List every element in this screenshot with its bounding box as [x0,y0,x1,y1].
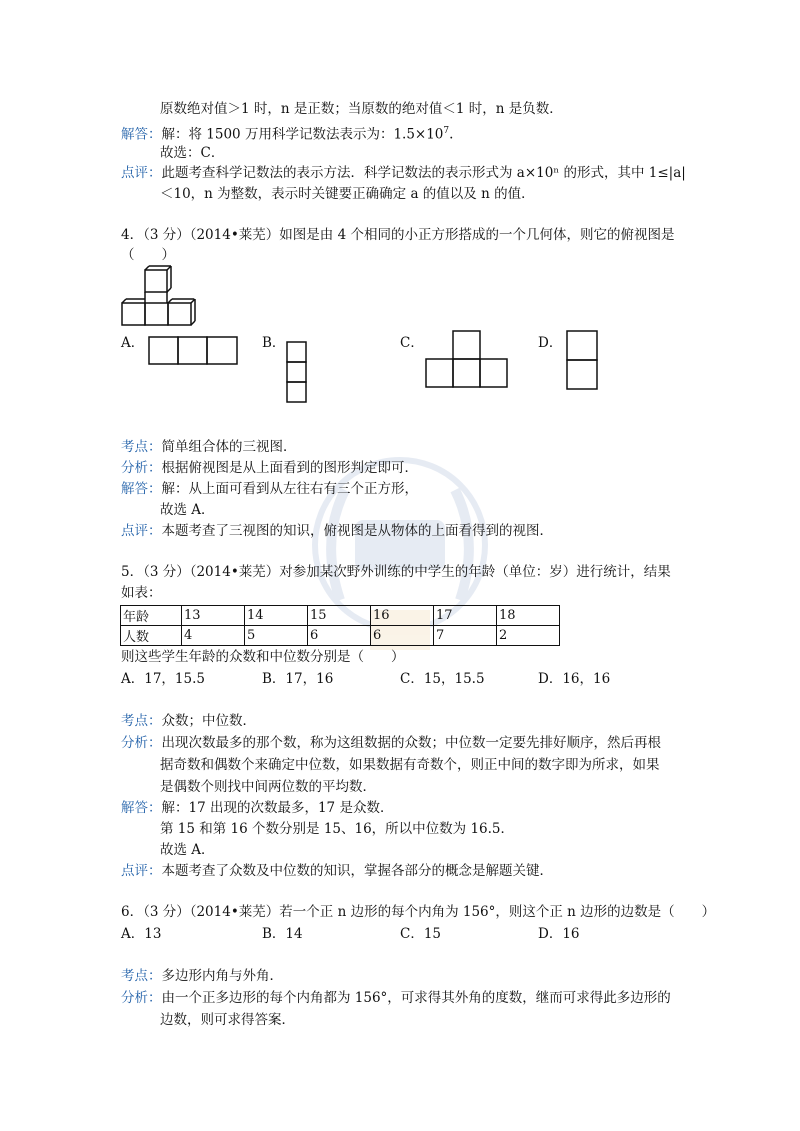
q4-option-b-figure [286,341,308,405]
q6-stem: 6．（3 分）（2014•莱芜）若一个正 n 边形的每个内角为 156°，则这个正 n 边形的边数是（ ） [121,904,716,920]
q5-age-table [120,605,560,646]
table-cell: 人数 [121,626,182,646]
q3-answer-choice: 故选：C． [160,145,225,161]
q4-jieda-cont: 故选 A． [160,502,215,518]
q3-review: 点评：此题考查科学记数法的表示方法．科学记数法的表示形式为 a×10ⁿ 的形式，其中 1≤|a| [121,165,686,181]
q6-kaodian: 考点：多边形内角与外角． [121,968,283,984]
q4-jieda: 解答：解：从上面可看到从左往右有三个正方形， [121,481,418,497]
q5-jieda-cont2: 故选 A． [160,842,215,858]
table-cell: 15 [308,606,371,626]
q5-question: 则这些学生年龄的众数和中位数分别是（ ） [121,649,405,665]
q5-option-c: C．15，15.5 [400,671,485,687]
q3-answer: 解答：解：将 1500 万用科学记数法表示为：$1.5\times 10^7$. [121,126,454,143]
q6-option-d: D．16 [538,926,580,942]
q5-jieda-cont1: 第 15 和第 16 个数分别是 15、16，所以中位数为 16.5． [160,821,515,837]
q5-option-b: B．17，16 [262,671,334,687]
q5-kaodian: 考点：众数；中位数． [121,713,256,729]
q4-option-b-label: B． [262,335,286,351]
q6-option-a: A．13 [121,926,162,942]
q6-fenxi-cont: 边数，则可求得答案． [160,1012,295,1028]
q5-stem: 5．（3 分）（2014•莱芜）对参加某次野外训练的中学生的年龄（单位：岁）进行统计，结果 [121,564,671,580]
q5-jieda: 解答：解：17 出现的次数最多，17 是众数． [121,800,394,816]
q4-option-d-label: D． [538,335,563,351]
q5-stem-cont: 如表： [121,585,162,601]
q4-option-c-label: C． [400,335,424,351]
table-cell: 5 [245,626,308,646]
table-cell: 13 [182,606,245,626]
q6-option-b: B．14 [262,926,303,942]
q4-dianping: 点评：本题考查了三视图的知识，俯视图是从物体的上面看得到的视图． [121,523,553,539]
q3-analysis-line: 原数绝对值＞1 时，n 是正数；当原数的绝对值＜1 时，n 是负数． [160,101,563,117]
table-cell: 6 [308,626,371,646]
table-cell: 17 [434,606,497,626]
table-row [121,626,560,646]
q6-fenxi: 分析：由一个正多边形的每个内角都为 156°，可求得其外角的度数，继而可求得此多边形的 [121,990,671,1006]
q4-solid-figure [118,266,218,330]
q4-option-c-figure [425,330,510,390]
q4-fenxi: 分析：根据俯视图是从上面看到的图形判定即可． [121,460,418,476]
q4-option-d-figure [566,330,600,392]
q5-fenxi: 分析：出现次数最多的那个数，称为这组数据的众数；中位数一定要先排好顺序，然后再根 [121,735,661,751]
q5-option-a: A．17，15.5 [121,671,205,687]
q4-option-a-figure [148,336,240,366]
q4-stem-cont: （ ） [121,247,175,263]
table-cell: 7 [434,626,497,646]
table-cell: 2 [497,626,560,646]
table-cell: 6 [371,626,434,646]
q4-kaodian: 考点：简单组合体的三视图． [121,439,297,455]
q4-stem: 4．（3 分）（2014•莱芜）如图是由 4 个相同的小正方形搭成的一个几何体，则它的俯视图是 [121,227,675,243]
table-row [121,606,560,626]
table-cell: 16 [371,606,434,626]
q4-option-a-label: A． [121,335,145,351]
q5-fenxi-cont2: 是偶数个则找中间两位数的平均数． [160,779,376,795]
q5-fenxi-cont1: 据奇数和偶数个来确定中位数，如果数据有奇数个，则正中间的数字即为所求，如果 [160,757,660,773]
q5-option-d: D．16，16 [538,671,611,687]
q5-dianping: 点评：本题考查了众数及中位数的知识，掌握各部分的概念是解题关键． [121,863,553,879]
table-cell: 14 [245,606,308,626]
table-cell: 4 [182,626,245,646]
answer-tag: 解答 [121,126,148,143]
table-cell: 年龄 [121,606,182,626]
q6-option-c: C．15 [400,926,442,942]
table-cell: 18 [497,606,560,626]
q3-review-cont: ＜10，n 为整数，表示时关键要正确确定 a 的值以及 n 的值． [160,186,535,202]
